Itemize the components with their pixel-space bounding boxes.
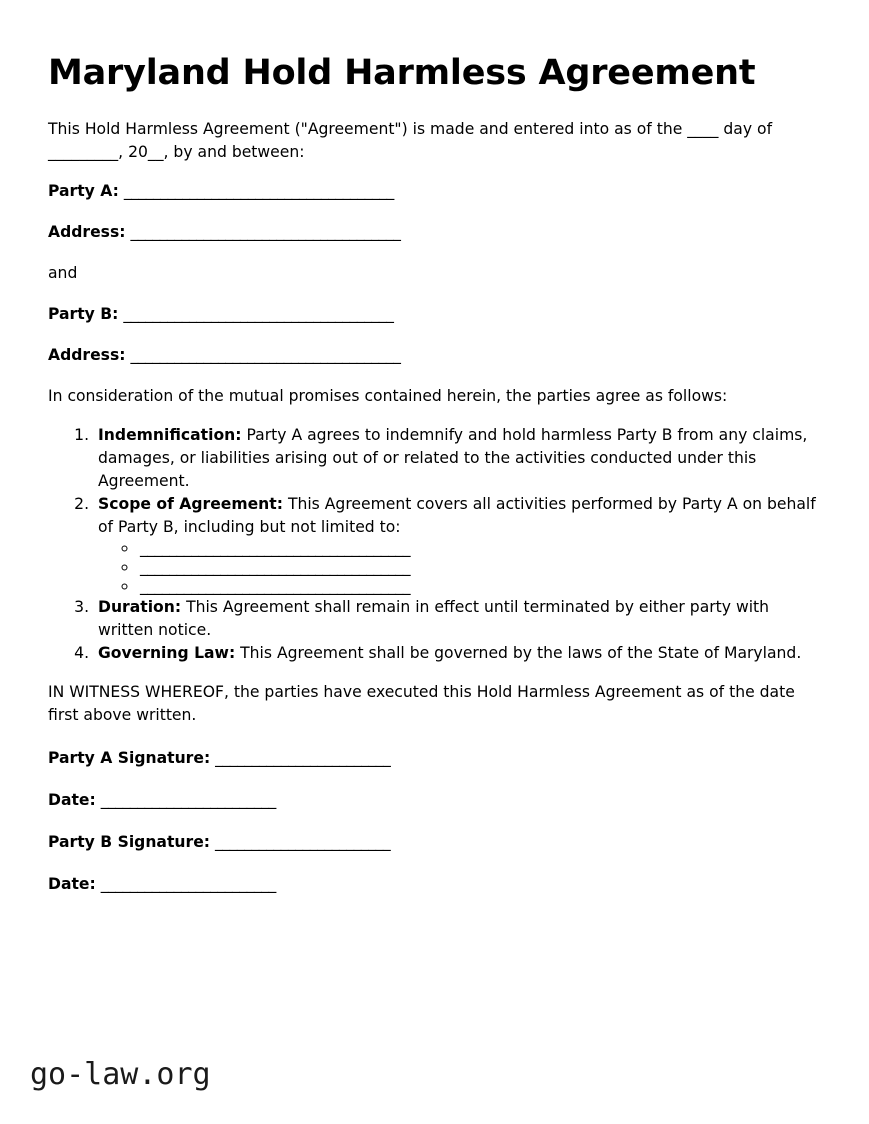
- address-a-blank[interactable]: _____________________________________: [130, 223, 401, 241]
- term-heading: Indemnification:: [98, 426, 242, 444]
- party-b-label: Party B:: [48, 305, 119, 323]
- list-item: [94, 596, 820, 642]
- scope-blank-2[interactable]: _____________________________________: [140, 558, 410, 576]
- list-item: [94, 493, 820, 596]
- and-connector: and: [48, 264, 78, 282]
- term-heading: Scope of Agreement:: [98, 495, 283, 513]
- scope-blank-3[interactable]: _____________________________________: [140, 577, 410, 595]
- term-text: Party A agrees to indemnify and hold harmless Party B from any claims, damages, or liabilities arising out of or related to the activities conducted under this Agreement.: [98, 426, 808, 490]
- party-a-date-field: [48, 789, 820, 812]
- term-text: This Agreement covers all activities performed by Party A on behalf of Party B, including but not limited to:: [98, 495, 816, 536]
- term-text: This Agreement shall be governed by the laws of the State of Maryland.: [235, 644, 802, 662]
- list-item: [138, 558, 820, 577]
- party-b-date-field: [48, 873, 820, 896]
- list-item: [94, 642, 820, 665]
- address-a-field: [48, 221, 820, 244]
- page-title: Maryland Hold Harmless Agreement: [48, 53, 756, 93]
- party-a-blank[interactable]: _____________________________________: [123, 182, 394, 200]
- party-b-signature-label: Party B Signature:: [48, 833, 211, 851]
- party-a-date-label: Date:: [48, 791, 96, 809]
- party-b-date-label: Date:: [48, 875, 96, 893]
- party-a-signature-field: [48, 747, 820, 770]
- signature-block: [48, 747, 820, 896]
- party-b-signature-field: [48, 831, 820, 854]
- address-a-label: Address:: [48, 223, 126, 241]
- list-item: [94, 424, 820, 493]
- term-heading: Duration:: [98, 598, 182, 616]
- scope-blank-1[interactable]: _____________________________________: [140, 539, 410, 557]
- address-b-label: Address:: [48, 346, 126, 364]
- consideration-paragraph: In consideration of the mutual promises contained herein, the parties agree as follows:: [48, 387, 728, 405]
- address-b-field: [48, 344, 820, 367]
- party-b-signature-blank[interactable]: ________________________: [214, 833, 391, 851]
- site-watermark: go-law.org: [30, 1057, 211, 1092]
- address-b-blank[interactable]: _____________________________________: [130, 346, 401, 364]
- party-a-date-blank[interactable]: ________________________: [100, 791, 276, 809]
- intro-paragraph: This Hold Harmless Agreement ("Agreement") is made and entered into as of the ____ day of _________, 20__, by and between:: [48, 120, 773, 161]
- party-b-date-blank[interactable]: ________________________: [100, 875, 276, 893]
- list-item: [138, 577, 820, 596]
- list-item: [138, 539, 820, 558]
- party-a-signature-blank[interactable]: ________________________: [215, 749, 391, 767]
- term-heading: Governing Law:: [98, 644, 236, 662]
- terms-list: [48, 424, 820, 665]
- witness-paragraph: IN WITNESS WHEREOF, the parties have executed this Hold Harmless Agreement as of the date first above written.: [48, 683, 795, 724]
- party-a-field: [48, 180, 820, 203]
- party-b-field: [48, 303, 820, 326]
- party-b-blank[interactable]: _____________________________________: [123, 305, 394, 323]
- party-a-signature-label: Party A Signature:: [48, 749, 211, 767]
- party-a-label: Party A:: [48, 182, 119, 200]
- term-text: This Agreement shall remain in effect until terminated by either party with written notice.: [98, 598, 770, 639]
- document-body: [48, 52, 820, 915]
- scope-sub-list: [98, 539, 820, 596]
